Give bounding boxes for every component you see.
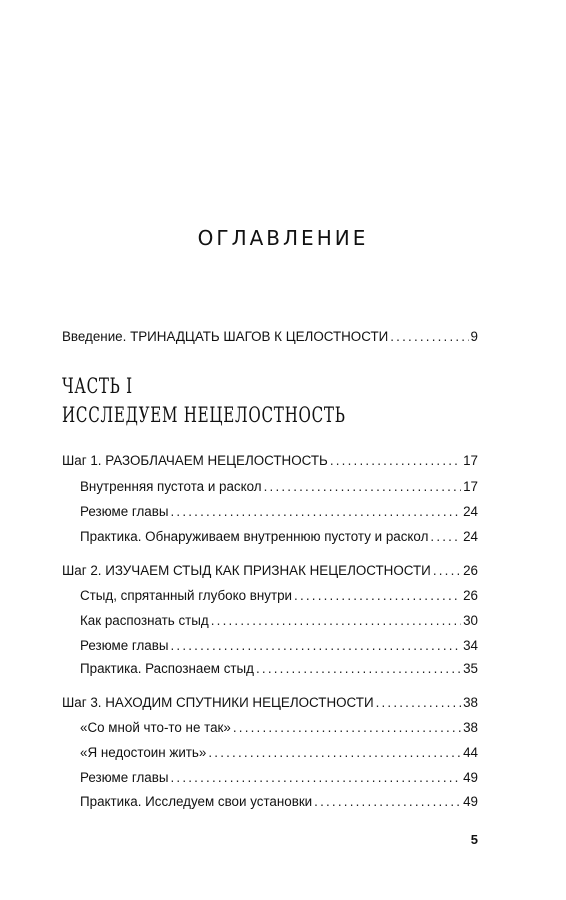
toc-entry-page: 30 bbox=[463, 613, 478, 628]
toc-entry-label: Шаг 3. НАХОДИМ СПУТНИКИ НЕЦЕЛОСТНОСТИ bbox=[62, 695, 374, 710]
dot-leader bbox=[264, 479, 461, 494]
dot-leader bbox=[171, 770, 462, 785]
dot-leader bbox=[433, 563, 461, 578]
dot-leader bbox=[171, 504, 462, 519]
dot-leader bbox=[208, 745, 461, 760]
toc-entry-page: 17 bbox=[463, 453, 478, 468]
toc-entry-page: 44 bbox=[463, 745, 478, 760]
dot-leader bbox=[314, 794, 461, 809]
toc-entry-label: Практика. Обнаруживаем внутреннюю пустоту и раскол bbox=[80, 529, 429, 544]
dot-leader bbox=[330, 453, 461, 468]
toc-entry-label: Резюме главы bbox=[80, 638, 169, 653]
toc-entry-label: Шаг 1. РАЗОБЛАЧАЕМ НЕЦЕЛОСТНОСТЬ bbox=[62, 453, 328, 468]
part-title: ИССЛЕДУЕМ НЕЦЕЛОСТНОСТЬ bbox=[62, 403, 346, 427]
toc-entry-page: 49 bbox=[463, 770, 478, 785]
toc-step-2[interactable] bbox=[62, 563, 478, 581]
toc-entry-label: Шаг 2. ИЗУЧАЕМ СТЫД КАК ПРИЗНАК НЕЦЕЛОСТНОСТИ bbox=[62, 563, 431, 578]
toc-subentry[interactable] bbox=[80, 588, 478, 606]
part-heading bbox=[62, 372, 346, 430]
dot-leader bbox=[390, 329, 468, 344]
toc-entry-label: Практика. Исследуем свои установки bbox=[80, 794, 313, 809]
toc-entry-label: Резюме главы bbox=[80, 770, 169, 785]
toc-entry-label: Внутренняя пустота и раскол bbox=[80, 479, 262, 494]
toc-subentry[interactable] bbox=[80, 661, 478, 679]
toc-entry-page: 17 bbox=[463, 479, 478, 494]
toc-subentry[interactable] bbox=[80, 794, 478, 812]
toc-subentry[interactable] bbox=[80, 504, 478, 522]
toc-subentry[interactable] bbox=[80, 720, 478, 738]
toc-entry-label: Резюме главы bbox=[80, 504, 169, 519]
toc-entry-intro[interactable] bbox=[62, 329, 478, 347]
part-number: ЧАСТЬ I bbox=[62, 374, 133, 398]
page-number: 5 bbox=[470, 832, 478, 847]
toc-entry-label: Введение. ТРИНАДЦАТЬ ШАГОВ К ЦЕЛОСТНОСТИ bbox=[62, 329, 389, 344]
dot-leader bbox=[294, 588, 461, 603]
toc-entry-page: 34 bbox=[463, 638, 478, 653]
toc-entry-page: 26 bbox=[463, 563, 478, 578]
toc-entry-page: 9 bbox=[470, 329, 478, 344]
dot-leader bbox=[211, 613, 461, 628]
toc-entry-label: Как распознать стыд bbox=[80, 613, 209, 628]
toc-entry-label: «Я недостоин жить» bbox=[80, 745, 207, 760]
toc-subentry[interactable] bbox=[80, 529, 478, 547]
toc-subentry[interactable] bbox=[80, 479, 478, 497]
toc-entry-page: 24 bbox=[463, 504, 478, 519]
toc-entry-page: 38 bbox=[463, 695, 478, 710]
toc-entry-label: «Со мной что-то не так» bbox=[80, 720, 231, 735]
toc-entry-page: 35 bbox=[463, 661, 478, 676]
toc-subentry[interactable] bbox=[80, 745, 478, 763]
dot-leader bbox=[256, 661, 461, 676]
toc-subentry[interactable] bbox=[80, 770, 478, 788]
toc-subentry[interactable] bbox=[80, 638, 478, 656]
dot-leader bbox=[430, 529, 461, 544]
toc-entry-page: 38 bbox=[463, 720, 478, 735]
toc-entry-label: Стыд, спрятанный глубоко внутри bbox=[80, 588, 293, 603]
toc-step-1[interactable] bbox=[62, 453, 478, 471]
toc-entry-page: 24 bbox=[463, 529, 478, 544]
toc-entry-label: Практика. Распознаем стыд bbox=[80, 661, 254, 676]
toc-entry-page: 49 bbox=[463, 794, 478, 809]
toc-subentry[interactable] bbox=[80, 613, 478, 631]
dot-leader bbox=[376, 695, 462, 710]
toc-entry-page: 26 bbox=[463, 588, 478, 603]
dot-leader bbox=[171, 638, 462, 653]
toc-title: ОГЛАВЛЕНИЕ bbox=[197, 226, 369, 250]
toc-step-3[interactable] bbox=[62, 695, 478, 713]
dot-leader bbox=[233, 720, 461, 735]
